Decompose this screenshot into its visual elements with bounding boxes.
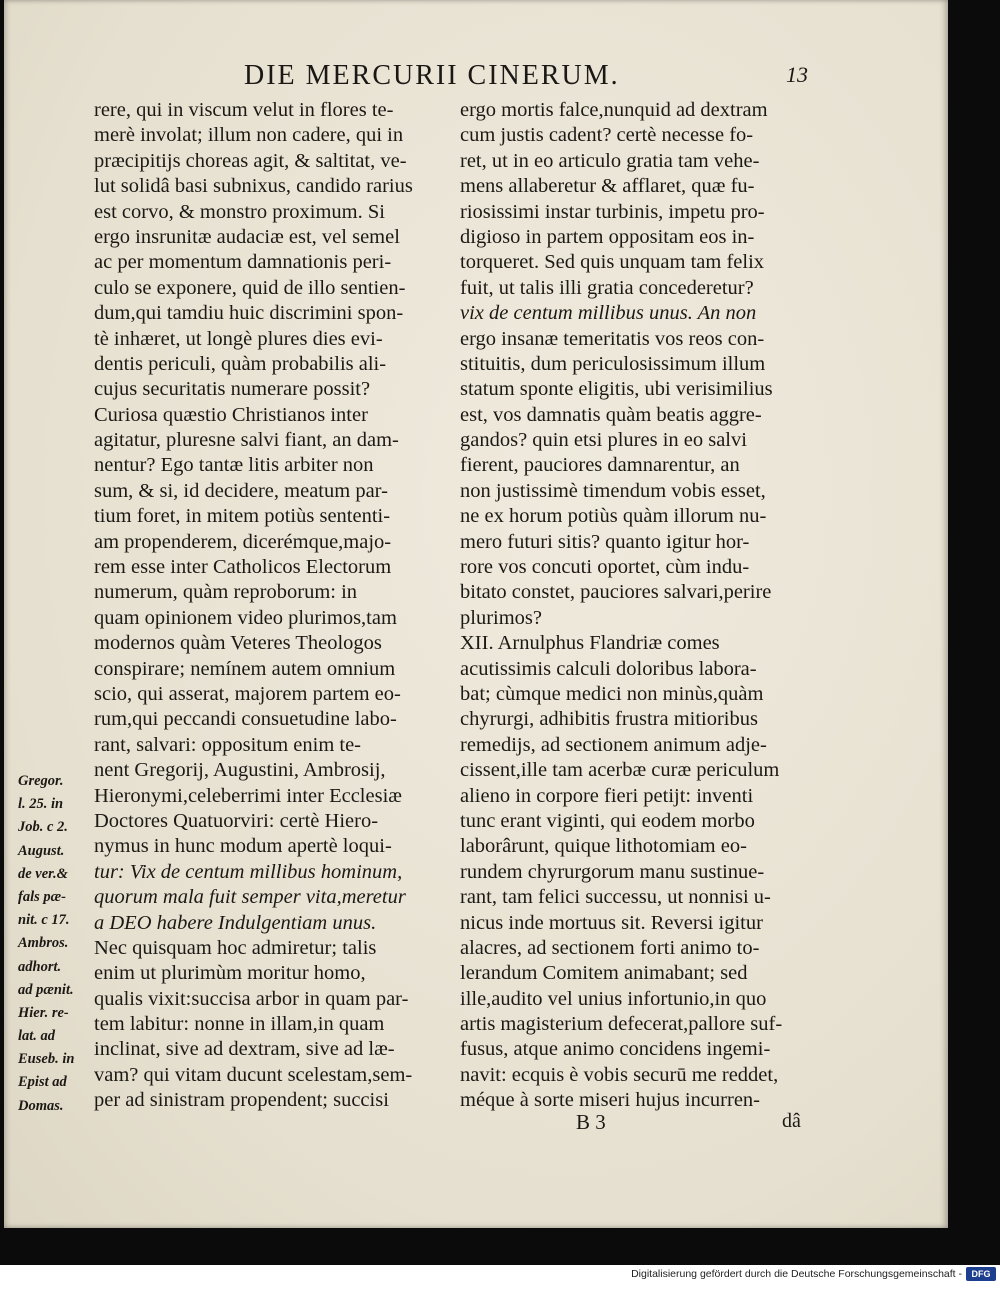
margin-note-line: Epist ad	[18, 1074, 67, 1091]
text-line: cujus securitatis numerare possit?	[94, 378, 371, 401]
text-line: bitato constet, pauciores salvari,perire	[460, 581, 772, 604]
text-line: est, vos damnatis quàm beatis aggre-	[460, 403, 762, 426]
text-line: non justissimè timendum vobis esset,	[460, 479, 766, 502]
dfg-logo-icon: DFG	[966, 1267, 996, 1281]
text-line: dentis periculi, quàm probabilis ali-	[94, 352, 387, 375]
text-line: chyrurgi, adhibitis frustra mitioribus	[460, 708, 758, 731]
text-line: ergo mortis falce,nunquid ad dextram	[460, 99, 768, 121]
margin-note-line: August.	[18, 842, 65, 859]
text-line: quam opinionem video plurimos,tam	[94, 606, 397, 629]
text-line: fusus, atque animo concidens ingemi-	[460, 1038, 771, 1061]
text-line: nentur? Ego tantæ litis arbiter non	[94, 454, 374, 477]
margin-note-line: nit. c 17.	[18, 912, 70, 929]
text-line: inclinat, sive ad dextram, sive ad læ-	[94, 1038, 395, 1061]
text-line: rem esse inter Catholicos Electorum	[94, 556, 392, 579]
page-number: 13	[786, 62, 808, 87]
catchword: dâ	[782, 1110, 801, 1132]
text-line: rore vos concuti oportet, cùm indu-	[460, 556, 750, 579]
text-line: rum,qui peccandi consuetudine labo-	[94, 708, 397, 731]
text-line: artis magisterium defecerat,pallore suf-	[460, 1013, 783, 1036]
text-line: tur: Vix de centum millibus hominum,	[94, 860, 403, 883]
text-line: qualis vixit:succisa arbor in quam par-	[94, 987, 409, 1010]
text-line: torqueret. Sed quis unquam tam felix	[460, 251, 765, 274]
margin-note-line: Euseb. in	[18, 1051, 75, 1068]
text-line: tium foret, in mitem potiùs sententi-	[94, 505, 391, 528]
text-line: a DEO habere Indulgentiam unus.	[94, 911, 377, 934]
text-line: laborârunt, quique lithotomiam eo-	[460, 835, 747, 858]
text-line: am propenderem, dicerémque,majo-	[94, 530, 392, 553]
text-line: ergo insrunitæ audaciæ est, vel semel	[94, 225, 400, 248]
footer-credit: Digitalisierung gefördert durch die Deutsche Forschungsgemeinschaft -	[631, 1268, 962, 1280]
margin-note-line: Job. c 2.	[18, 819, 68, 836]
text-line: fierent, pauciores damnarentur, an	[460, 454, 740, 477]
text-line: ergo insanæ temeritatis vos reos con-	[460, 327, 765, 350]
text-line: dum,qui tamdiu huic discrimini spon-	[94, 302, 404, 325]
text-line: stituitis, dum periculosissimum illum	[460, 352, 766, 375]
text-line: rant, salvari: oppositum enim te-	[94, 733, 362, 756]
text-line: cum justis cadent? certè necesse fo-	[460, 124, 754, 147]
text-line: nicus inde mortuus sit. Reversi igitur	[460, 911, 763, 934]
text-line: lut solidâ basi subnixus, candido rarius	[94, 175, 413, 198]
text-line: alacres, ad sectionem forti animo to-	[460, 936, 760, 959]
margin-note-line: Domas.	[18, 1097, 64, 1114]
right-text-column	[460, 98, 816, 1114]
margin-note-line: fals pæ-	[18, 888, 66, 905]
text-line: mero futuri sitis? quanto igitur hor-	[460, 530, 750, 553]
running-header: DIE MERCURII CINERUM.	[244, 60, 620, 91]
text-line: bat; cùmque medici non minùs,quàm	[460, 682, 764, 705]
text-line: digioso in partem oppositam eos in-	[460, 225, 755, 248]
text-line: ac per momentum damnationis peri-	[94, 251, 392, 274]
text-line: Nec quisquam hoc admiretur; talis	[94, 936, 377, 959]
text-line: rere, qui in viscum velut in flores te-	[94, 99, 394, 121]
text-line: Doctores Quatuorviri: certè Hiero-	[94, 809, 379, 832]
text-line: Hieronymi,celeberrimi inter Ecclesiæ	[94, 784, 402, 807]
text-line: alieno in corpore fieri petijt: inventi	[460, 784, 754, 807]
text-line: vix de centum millibus unus. An non	[460, 302, 757, 325]
margin-note-line: Ambros.	[18, 935, 69, 952]
text-line: statum sponte eligitis, ubi verisimilius	[460, 378, 773, 401]
signature-mark: B 3	[576, 1110, 606, 1134]
text-line: fuit, ut talis illi gratia concederetur?	[460, 276, 754, 299]
text-line: ret, ut in eo articulo gratia tam vehe-	[460, 149, 760, 172]
text-line: agitatur, pluresne salvi fiant, an dam-	[94, 429, 399, 452]
text-line: quorum mala fuit semper vita,meretur	[94, 886, 406, 909]
text-line: acutissimis calculi doloribus labora-	[460, 657, 757, 680]
text-line: modernos quàm Veteres Theologos	[94, 632, 382, 655]
margin-note-line: Gregor.	[18, 773, 64, 789]
text-line: lerandum Comitem animabant; sed	[460, 962, 748, 985]
text-line: gandos? quin etsi plures in eo salvi	[460, 429, 747, 452]
text-line: tem labitur: nonne in illam,in quam	[94, 1013, 385, 1036]
margin-note-line: l. 25. in	[18, 796, 64, 813]
text-line: per ad sinistram propendent; succisi	[94, 1089, 389, 1112]
text-line: méque à sorte miseri hujus incurren-	[460, 1089, 761, 1112]
text-line: nymus in hunc modum apertè loqui-	[94, 835, 392, 858]
text-line: culo se exponere, quid de illo sentien-	[94, 276, 406, 299]
text-line: rundem chyrurgorum manu sustinue-	[460, 860, 765, 883]
text-line: merè involat; illum non cadere, qui in	[94, 124, 404, 147]
text-line: est corvo, & monstro proximum. Si	[94, 200, 385, 223]
margin-note-line: Hier. re-	[18, 1004, 69, 1021]
text-line: navit: ecquis è vobis securū me reddet,	[460, 1063, 779, 1086]
text-line: rant, tam felici successu, ut nonnisi u-	[460, 886, 771, 909]
text-line: sum, & si, id decidere, meatum par-	[94, 479, 388, 502]
margin-note-line: de ver.&	[18, 865, 68, 882]
margin-note-line: adhort.	[18, 958, 62, 975]
text-line: numerum, quàm reproborum: in	[94, 581, 358, 604]
text-line: cissent,ille tam acerbæ curæ periculum	[460, 759, 780, 782]
margin-note-line: ad pænit.	[18, 981, 74, 998]
text-line: scio, qui asserat, majorem partem eo-	[94, 682, 401, 705]
text-line: remedijs, ad sectionem animum adje-	[460, 733, 767, 756]
margin-note-line: lat. ad	[18, 1028, 56, 1045]
text-line: tunc erant viginti, qui eodem morbo	[460, 809, 755, 832]
text-line: enim ut plurimùm moritur homo,	[94, 962, 366, 985]
text-line: plurimos?	[460, 606, 542, 629]
book-page	[4, 0, 948, 1228]
text-line: Curiosa quæstio Christianos inter	[94, 403, 368, 426]
text-line: XII. Arnulphus Flandriæ comes	[460, 632, 720, 655]
text-line: conspirare; nemínem autem omnium	[94, 657, 396, 680]
text-line: tè inhæret, ut longè plures dies evi-	[94, 327, 383, 350]
text-line: mens allaberetur & afflaret, quæ fu-	[460, 175, 755, 198]
left-text-column	[94, 98, 436, 1114]
text-line: ne ex horum potiùs quàm illorum nu-	[460, 505, 767, 528]
text-line: præcipitijs choreas agit, & saltitat, ve-	[94, 149, 407, 172]
text-line: nent Gregorij, Augustini, Ambrosij,	[94, 759, 386, 782]
text-line: riosissimi instar turbinis, impetu pro-	[460, 200, 765, 223]
text-line: ille,audito vel unius infortunio,in quo	[460, 987, 767, 1010]
marginal-notes	[18, 770, 96, 1118]
text-line: vam? qui vitam ducunt scelestam,sem-	[94, 1063, 413, 1086]
